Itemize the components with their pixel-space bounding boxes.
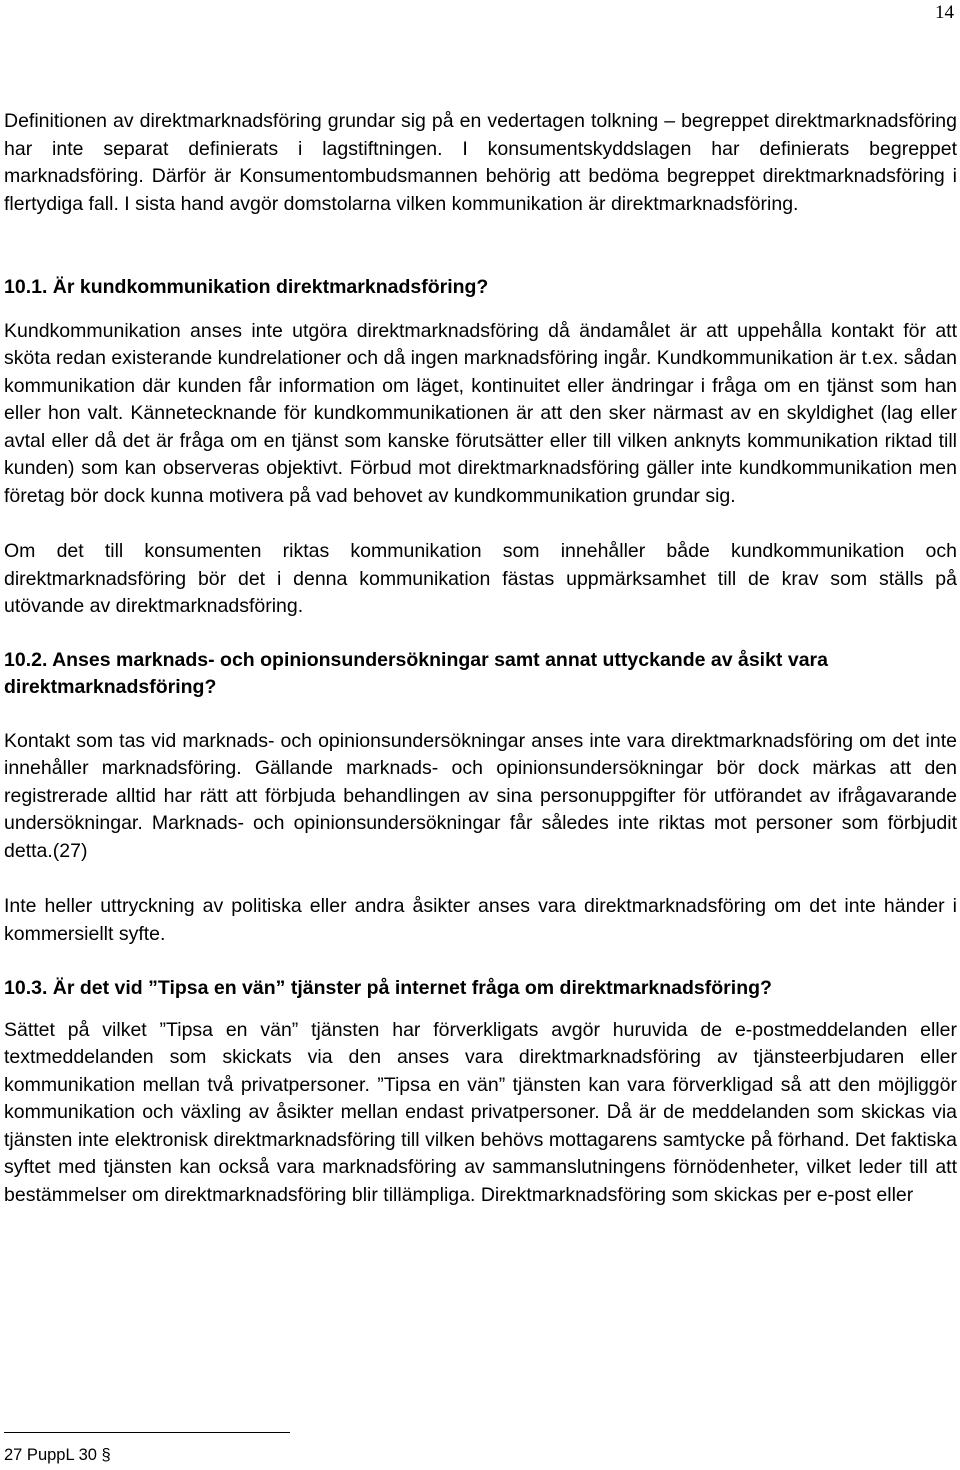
section-heading-10-2: 10.2. Anses marknads- och opinionsundersökningar samt annat uttyckande av åsikt vara direktmarknadsföring? <box>4 648 828 698</box>
paragraph-market-research: Kontakt som tas vid marknads- och opinionsundersökningar anses inte vara direktmarknadsföring om det inte innehåller marknadsföring. Gällande marknads- och opinionsundersökningar bör dock märkas att den registrerade alltid har rätt att förbjuda behandlingen av sina personuppgifter för utförandet av ifrågavarande undersökningar. Marknads- och opinionsundersökningar får således inte riktas mot personer som förbjudit detta.(27) <box>4 729 957 862</box>
document-body <box>4 108 957 1209</box>
footnote-27: 27 PuppL 30 § <box>4 1446 111 1464</box>
paragraph-tell-a-friend: Sättet på vilket ”Tipsa en vän” tjänsten har förverkligats avgör huruvida de e-postmeddelanden eller textmeddelanden som skickats via den anses vara direktmarknadsföring av tjänsteerbjudaren eller kommunikation mellan två privatpersoner. ”Tipsa en vän” tjänsten kan vara förverkligad så att den möjliggör kommunikation och växling av åsikter mellan endast privatpersoner. Då är de meddelanden som skickas via tjänsten inte elektronisk direktmarknadsföring till vilken behövs mottagarens samtycke på förhand. Det faktiska syftet med tjänsten kan också vara marknadsföring av sammanslutningens förnödenheter, vilket leder till att bestämmelser om direktmarknadsföring blir tillämpliga. Direktmarknadsföring som skickas per e-post eller <box>4 1018 957 1206</box>
paragraph-customer-communication: Kundkommunikation anses inte utgöra direktmarknadsföring då ändamålet är att uppehålla kontakt för att sköta redan existerande kundrelationer och då ingen marknadsföring ingår. Kundkommunikation är t.ex. sådan kommunikation där kunden får information om läget, kontinuitet eller ändringar i fråga om en tjänst som han eller hon valt. Kännetecknande för kundkommunikationen är att den sker närmast av en skyldighet (lag eller avtal eller då det är fråga om en tjänst som kanske förutsätter eller till vilken anknyts kommunikation riktad till kunden) som kan observeras objektivt. Förbud mot direktmarknadsföring gäller inte kundkommunikation men företag bör dock kunna motivera på vad behovet av kundkommunikation grundar sig. <box>4 319 957 507</box>
paragraph-political-opinions: Inte heller uttryckning av politiska eller andra åsikter anses vara direktmarknadsföring om det inte händer i kommersiellt syfte. <box>4 895 957 945</box>
paragraph-mixed-communication: Om det till konsumenten riktas kommunikation som innehåller både kundkommunikation och direktmarknadsföring bör det i denna kommunikation fästas uppmärksamhet till de krav som ställs på utövande av direktmarknadsföring. <box>4 540 957 617</box>
footnote-divider <box>4 1432 290 1433</box>
page-number: 14 <box>935 2 954 23</box>
section-heading-10-3: 10.3. Är det vid ”Tipsa en vän” tjänster på internet fråga om direktmarknadsföring? <box>4 977 772 999</box>
section-heading-10-1: 10.1. Är kundkommunikation direktmarknadsföring? <box>4 276 489 298</box>
paragraph-definition: Definitionen av direktmarknadsföring grundar sig på en vedertagen tolkning – begreppet direktmarknadsföring har inte separat definierats i lagstiftningen. I konsumentskyddslagen har definierats begreppet marknadsföring. Därför är Konsumentombudsmannen behörig att bedöma begreppet direktmarknadsföring i flertydiga fall. I sista hand avgör domstolarna vilken kommunikation är direktmarknadsföring. <box>4 110 957 215</box>
